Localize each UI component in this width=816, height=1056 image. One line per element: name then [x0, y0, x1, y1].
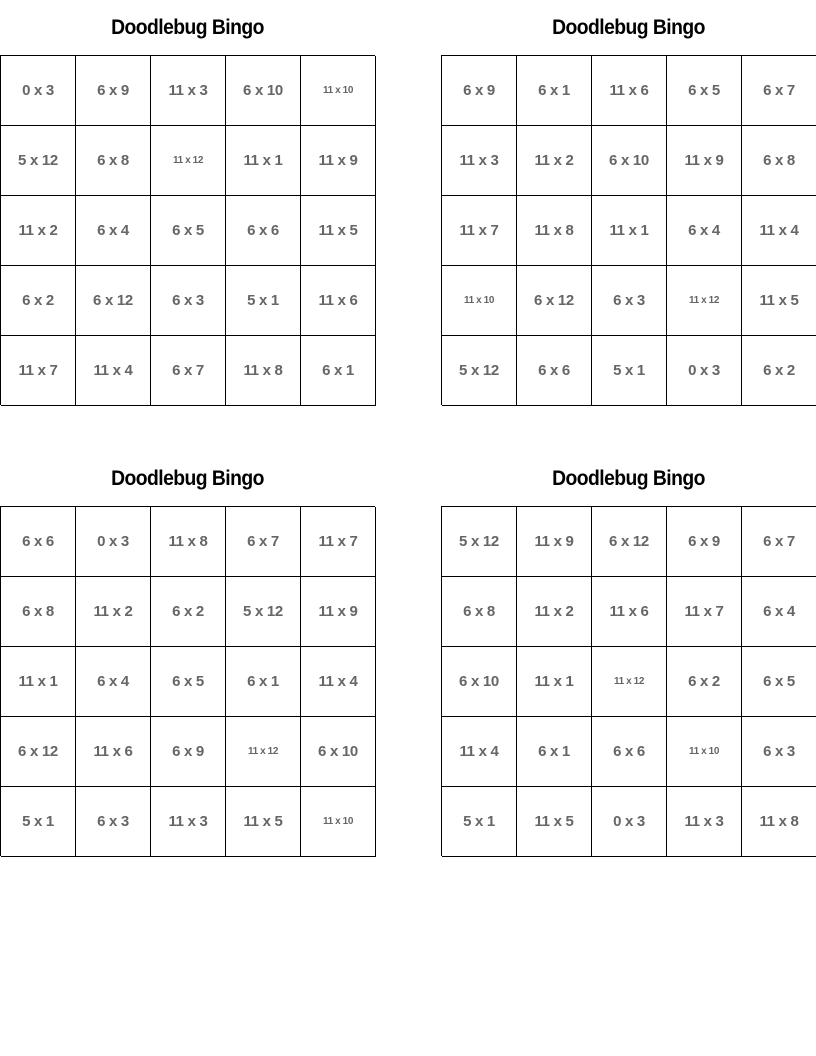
bingo-cell: 11 x 8: [151, 507, 226, 577]
bingo-grid: [441, 506, 816, 856]
bingo-cell: 6 x 9: [151, 717, 226, 787]
bingo-cell: 5 x 12: [226, 577, 301, 647]
bingo-cell: 6 x 1: [517, 56, 592, 126]
bingo-cell: 5 x 12: [442, 336, 517, 406]
bingo-cell: 11 x 6: [76, 717, 151, 787]
bingo-cell: 11 x 8: [226, 336, 301, 406]
bingo-cell: 11 x 9: [517, 507, 592, 577]
bingo-cell: 6 x 1: [517, 717, 592, 787]
bingo-cell: 6 x 3: [742, 717, 816, 787]
bingo-cell: 6 x 7: [742, 507, 816, 577]
bingo-cell: 5 x 12: [442, 507, 517, 577]
bingo-cell: 0 x 3: [76, 507, 151, 577]
bingo-cell: 11 x 9: [667, 126, 742, 196]
bingo-cell: 6 x 4: [76, 196, 151, 266]
bingo-cell: 11 x 10: [667, 717, 742, 787]
bingo-cell: 11 x 4: [76, 336, 151, 406]
bingo-cell: 6 x 5: [742, 647, 816, 717]
bingo-cell: 6 x 3: [592, 266, 667, 336]
bingo-cell: 6 x 3: [151, 266, 226, 336]
bingo-cell: 6 x 12: [592, 507, 667, 577]
bingo-cell: 6 x 8: [76, 126, 151, 196]
bingo-cell: 11 x 5: [742, 266, 816, 336]
bingo-cell: 11 x 12: [226, 717, 301, 787]
bingo-cell: 11 x 2: [517, 126, 592, 196]
bingo-cell: 11 x 6: [592, 577, 667, 647]
bingo-cell: 6 x 2: [151, 577, 226, 647]
bingo-cell: 6 x 7: [151, 336, 226, 406]
bingo-cell: 11 x 7: [301, 507, 376, 577]
bingo-cell: 11 x 3: [151, 787, 226, 857]
bingo-cell: 6 x 6: [1, 507, 76, 577]
bingo-cell: 11 x 4: [301, 647, 376, 717]
bingo-cell: 0 x 3: [1, 56, 76, 126]
bingo-cell: 6 x 1: [301, 336, 376, 406]
bingo-cell: 6 x 4: [742, 577, 816, 647]
bingo-cell: 6 x 12: [1, 717, 76, 787]
card-title: Doodlebug Bingo: [552, 467, 705, 490]
bingo-card-3: [0, 451, 375, 856]
bingo-cell: 11 x 8: [742, 787, 816, 857]
bingo-cell: 5 x 1: [592, 336, 667, 406]
bingo-cell: 6 x 4: [76, 647, 151, 717]
bingo-cell: 6 x 10: [592, 126, 667, 196]
bingo-cell: 11 x 10: [301, 787, 376, 857]
bingo-cell: 5 x 12: [1, 126, 76, 196]
bingo-cell: 11 x 1: [226, 126, 301, 196]
bingo-cell: 6 x 7: [226, 507, 301, 577]
card-title: Doodlebug Bingo: [552, 16, 705, 39]
bingo-cell: 6 x 7: [742, 56, 816, 126]
bingo-cell: 6 x 5: [667, 56, 742, 126]
bingo-cell: 11 x 3: [151, 56, 226, 126]
bingo-cell: 11 x 5: [517, 787, 592, 857]
bingo-cell: 11 x 12: [151, 126, 226, 196]
bingo-cell: 11 x 1: [1, 647, 76, 717]
bingo-cell: 6 x 8: [442, 577, 517, 647]
bingo-cell: 11 x 2: [1, 196, 76, 266]
bingo-cell: 6 x 9: [442, 56, 517, 126]
bingo-cell: 6 x 8: [742, 126, 816, 196]
bingo-cell: 6 x 9: [76, 56, 151, 126]
bingo-cell: 6 x 1: [226, 647, 301, 717]
bingo-cell: 6 x 5: [151, 196, 226, 266]
bingo-cell: 11 x 10: [442, 266, 517, 336]
bingo-cell: 6 x 6: [592, 717, 667, 787]
bingo-grid: [441, 55, 816, 405]
bingo-card-2: [441, 0, 816, 405]
bingo-cell: 11 x 1: [592, 196, 667, 266]
bingo-cell: 11 x 9: [301, 577, 376, 647]
bingo-cell: 11 x 10: [301, 56, 376, 126]
bingo-cell: 11 x 2: [517, 577, 592, 647]
bingo-cell: 11 x 7: [667, 577, 742, 647]
bingo-cell: 6 x 2: [742, 336, 816, 406]
bingo-cell: 6 x 8: [1, 577, 76, 647]
bingo-cell: 6 x 6: [226, 196, 301, 266]
bingo-card-4: [441, 451, 816, 856]
bingo-cell: 11 x 7: [1, 336, 76, 406]
bingo-cell: 11 x 5: [301, 196, 376, 266]
bingo-cell: 6 x 4: [667, 196, 742, 266]
bingo-cell: 5 x 1: [226, 266, 301, 336]
bingo-cell: 11 x 5: [226, 787, 301, 857]
bingo-cell: 11 x 8: [517, 196, 592, 266]
bingo-cell: 11 x 12: [667, 266, 742, 336]
bingo-card-1: [0, 0, 375, 405]
bingo-cell: 6 x 10: [226, 56, 301, 126]
bingo-cell: 6 x 10: [301, 717, 376, 787]
bingo-cell: 5 x 1: [442, 787, 517, 857]
bingo-cell: 11 x 2: [76, 577, 151, 647]
bingo-cell: 11 x 1: [517, 647, 592, 717]
bingo-cell: 11 x 3: [442, 126, 517, 196]
bingo-cell: 6 x 12: [517, 266, 592, 336]
bingo-cell: 11 x 6: [592, 56, 667, 126]
bingo-cell: 6 x 2: [1, 266, 76, 336]
bingo-cell: 6 x 3: [76, 787, 151, 857]
bingo-cell: 11 x 4: [742, 196, 816, 266]
bingo-cell: 6 x 6: [517, 336, 592, 406]
bingo-cell: 11 x 12: [592, 647, 667, 717]
bingo-cell: 6 x 9: [667, 507, 742, 577]
bingo-cell: 11 x 7: [442, 196, 517, 266]
bingo-cell: 0 x 3: [592, 787, 667, 857]
bingo-cell: 6 x 5: [151, 647, 226, 717]
bingo-cell: 11 x 9: [301, 126, 376, 196]
bingo-cell: 6 x 12: [76, 266, 151, 336]
card-title: Doodlebug Bingo: [111, 16, 264, 39]
bingo-cell: 6 x 10: [442, 647, 517, 717]
bingo-cell: 0 x 3: [667, 336, 742, 406]
bingo-cell: 6 x 2: [667, 647, 742, 717]
bingo-grid: [0, 506, 375, 856]
bingo-cell: 5 x 1: [1, 787, 76, 857]
bingo-grid: [0, 55, 375, 405]
card-title: Doodlebug Bingo: [111, 467, 264, 490]
bingo-cell: 11 x 6: [301, 266, 376, 336]
bingo-cell: 11 x 4: [442, 717, 517, 787]
bingo-cell: 11 x 3: [667, 787, 742, 857]
